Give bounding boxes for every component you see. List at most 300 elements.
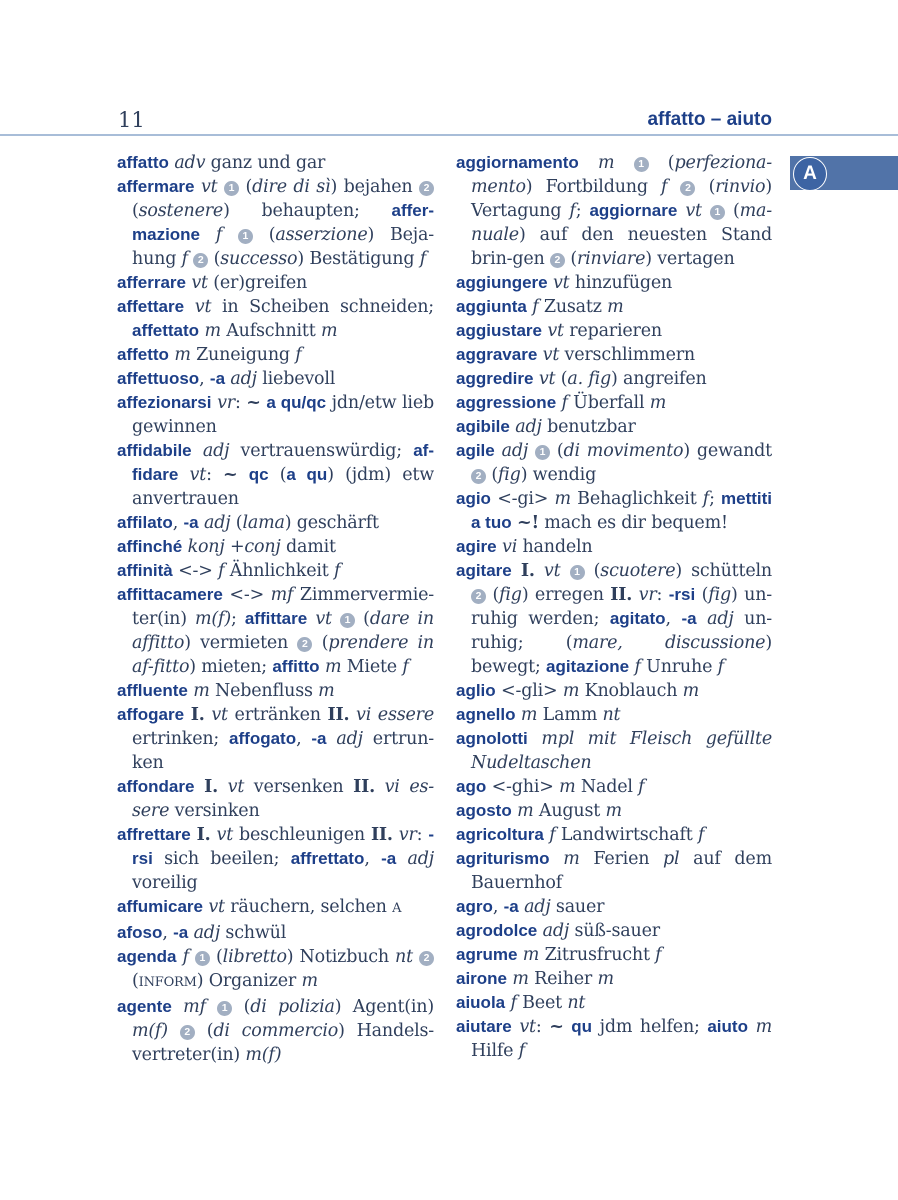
entry-text: Unruhe (640, 657, 718, 677)
headword: aggiornare (589, 201, 678, 220)
headword: aiuto (707, 1017, 748, 1036)
grammar-label: vt (189, 465, 207, 485)
headword: aggiustare (456, 321, 542, 340)
grammar-label: vt (201, 177, 218, 197)
headword: a qu/qc (266, 393, 327, 412)
bold-marker: I. (196, 825, 211, 845)
entry-text: ; (575, 201, 590, 221)
grammar-label: m (755, 1017, 772, 1037)
entry-text: ( (486, 585, 500, 605)
gloss-context: asserzione (275, 225, 368, 245)
sense-number-icon: 1 (570, 565, 585, 580)
gloss-context: dire di sì (252, 177, 331, 197)
entry-text: ) Bestätigung (297, 249, 420, 269)
grammar-label: adv (174, 153, 206, 173)
grammar-label: f (561, 393, 568, 413)
entry-text: ( (194, 1021, 214, 1041)
sense-number-icon: 1 (710, 205, 725, 220)
headword: aiuola (456, 993, 506, 1012)
grammar-label: f (218, 561, 225, 581)
grammar-label: m (649, 393, 667, 413)
entry-text: un-ruhig; ( (471, 609, 772, 653)
dictionary-entry (456, 967, 772, 991)
grammar-label: m (554, 489, 571, 509)
entry-text (560, 561, 569, 581)
grammar-label: f (697, 825, 705, 845)
entry-text: voreilig (132, 873, 198, 893)
entry-text: <-ghi> (486, 777, 560, 797)
headword: affetto (117, 345, 169, 364)
entry-text: ) gewandt (683, 441, 772, 461)
entry-text: Überfall (567, 393, 650, 413)
grammar-label: f (532, 297, 539, 317)
entry-text: ertrun-ken (132, 729, 434, 773)
grammar-label: f (549, 825, 556, 845)
entry-text (535, 561, 544, 581)
entry-text: ( (584, 561, 601, 581)
entry-text: ( (648, 153, 675, 173)
entry-text: ) vermieten (184, 633, 298, 653)
entry-text: , (172, 513, 184, 533)
dictionary-entry (117, 175, 434, 271)
grammar-label: adj (707, 609, 734, 629)
entry-text: ) Vertagung (471, 177, 772, 221)
entry-text: Nadel (575, 777, 639, 797)
grammar-label: f (510, 993, 517, 1013)
headword: mettiti a tuo (471, 489, 773, 532)
gloss-context: perfeziona-mento (471, 153, 772, 197)
entry-text: räuchern, selchen (224, 897, 393, 917)
headword: -a (173, 923, 189, 942)
entry-text: ( (355, 609, 370, 629)
grammar-label: vt (227, 777, 245, 797)
grammar-label: mf (270, 585, 294, 605)
bold-marker: II. (610, 585, 633, 605)
entry-text: ( (550, 441, 564, 461)
entry-text: , (162, 923, 174, 943)
entry-text: : (656, 585, 669, 605)
gloss-context: fig (708, 585, 731, 605)
entry-text: Zuneigung (190, 345, 296, 365)
headword: -rsi (132, 825, 434, 868)
dictionary-entry (117, 679, 434, 703)
dictionary-entry (456, 415, 772, 439)
dictionary-entry (456, 823, 772, 847)
entry-text: reparieren (563, 321, 662, 341)
sense-number-icon: 1 (340, 613, 355, 628)
gloss-context: a. fig (567, 369, 612, 389)
entry-text: ( (209, 947, 223, 967)
entry-text: ) erregen (521, 585, 611, 605)
entry-text: ( (132, 201, 139, 221)
entry-text (327, 729, 337, 749)
grammar-label: adj (515, 417, 542, 437)
sense-number-icon: 2 (419, 951, 434, 966)
entry-text: ; (230, 609, 245, 629)
entry-text: ( (230, 513, 243, 533)
entry-text: ertränken (227, 705, 328, 725)
headword: -a (503, 897, 519, 916)
bold-marker: ~! (516, 513, 539, 533)
sense-number-icon: 2 (550, 253, 565, 268)
sense-number-icon: 2 (471, 589, 486, 604)
entry-text (579, 153, 598, 173)
grammar-label: vt (315, 609, 332, 629)
gloss-context: rinviare (576, 249, 646, 269)
bold-marker: ~ (549, 1017, 564, 1037)
grammar-label: f (717, 657, 724, 677)
headword: agente (117, 997, 172, 1016)
entry-text: Landwirtschaft (555, 825, 698, 845)
sense-number-icon: 2 (297, 637, 312, 652)
sense-number-icon: 1 (195, 951, 210, 966)
entry-text: Zusatz (538, 297, 608, 317)
thumb-index-letter: A (793, 157, 827, 191)
grammar-label: m (204, 321, 221, 341)
headword: affittare (244, 609, 308, 628)
dictionary-entry (456, 559, 772, 679)
entry-text (574, 729, 588, 749)
headword: affrettare (117, 825, 191, 844)
entry-text: ( (695, 177, 716, 197)
headword: affrettato (290, 849, 365, 868)
grammar-label: adj (501, 441, 529, 461)
entry-text: ( (724, 201, 740, 221)
grammar-label: f (419, 249, 427, 269)
entry-text (697, 609, 708, 629)
grammar-label: adj (193, 923, 221, 943)
gloss-context: rinvio (715, 177, 766, 197)
headword: affilato (117, 513, 173, 532)
entry-text: , (364, 849, 382, 869)
entry-text (168, 1021, 180, 1041)
headword: airone (456, 969, 508, 988)
entry-text: , (492, 897, 504, 917)
grammar-label: vt (547, 321, 564, 341)
dictionary-entry (456, 895, 772, 919)
headword: aggressione (456, 393, 557, 412)
dictionary-entry (117, 295, 434, 343)
entry-text: ( (239, 177, 253, 197)
entry-text (495, 441, 502, 461)
grammar-label: adj (203, 513, 231, 533)
dictionary-entry (117, 895, 434, 921)
grammar-label: m (522, 945, 540, 965)
entry-text: ) Beja-hung (132, 225, 434, 269)
headword: affezionarsi (117, 393, 212, 412)
dictionary-entry (117, 343, 434, 367)
grammar-label: f (634, 657, 641, 677)
grammar-label: f (215, 225, 223, 245)
entry-text (748, 1017, 756, 1037)
headword: aglio (456, 681, 496, 700)
entry-text: Zitrusfrucht (539, 945, 656, 965)
gloss-context: prendere in af-fitto (132, 633, 434, 677)
dictionary-entry (456, 799, 772, 823)
page-number: 11 (118, 108, 145, 132)
grammar-label: vi (502, 537, 518, 557)
entry-text: ) Fortbildung (525, 177, 662, 197)
grammar-label: vt (543, 561, 561, 581)
headword: affumicare (117, 897, 203, 916)
dictionary-entry (456, 1015, 772, 1063)
entry-text: ( (268, 465, 287, 485)
grammar-label: m (597, 969, 614, 989)
grammar-label: m (563, 849, 580, 869)
headword: qc (248, 465, 269, 484)
headword: agitare (456, 561, 512, 580)
dictionary-entry (117, 945, 434, 995)
entry-text (206, 997, 217, 1017)
entry-text: ) Agent(in) (334, 997, 434, 1017)
bold-marker: I. (204, 777, 218, 797)
entry-text: ) auf den neuesten Stand brin-gen (471, 225, 772, 269)
entry-text: <-gli> (495, 681, 563, 701)
grammar-label: adj (407, 849, 434, 869)
grammar-label: m (320, 321, 338, 341)
bold-marker: I. (520, 561, 535, 581)
grammar-label: adj (230, 369, 257, 389)
entry-text: damit (280, 537, 336, 557)
grammar-label: f (661, 177, 668, 197)
entry-text: : (535, 1017, 550, 1037)
entry-text: , (665, 609, 682, 629)
headword: -a (209, 369, 226, 388)
entry-text (172, 997, 183, 1017)
headword: ago (456, 777, 487, 796)
grammar-label: nt (602, 705, 621, 725)
headword: affinità (117, 561, 173, 580)
grammar-label: m(f) (195, 609, 231, 629)
bold-marker: II. (353, 777, 375, 797)
dictionary-entry (456, 439, 772, 487)
grammar-label: f (702, 489, 710, 509)
entry-text: sauer (550, 897, 605, 917)
entry-text: ) vertagen (645, 249, 735, 269)
headword: agibile (456, 417, 510, 436)
entry-text (194, 777, 204, 797)
grammar-label: m (520, 705, 538, 725)
grammar-label: vt (685, 201, 702, 221)
dictionary-entry (117, 559, 434, 583)
entry-text: ) Handels-vertreter(in) (132, 1021, 434, 1065)
grammar-label: f (655, 945, 662, 965)
grammar-label: pl (663, 849, 680, 869)
dictionary-entry (456, 679, 772, 703)
grammar-label: adj (202, 441, 230, 461)
entry-text (184, 705, 191, 725)
gloss-context: di polizia (250, 997, 335, 1017)
dictionary-entry (117, 823, 434, 895)
entry-text: in Scheiben schneiden; (211, 297, 434, 317)
dictionary-entry (456, 319, 772, 343)
headword: agitazione (546, 657, 630, 676)
grammar-label: m (318, 681, 335, 701)
grammar-label: m (324, 657, 342, 677)
dictionary-entry (456, 703, 772, 727)
headword: agro (456, 897, 493, 916)
dictionary-entry (117, 367, 434, 391)
grammar-label: m (517, 801, 534, 821)
running-head: affatto – aiuto (647, 109, 772, 130)
gloss-context: successo (220, 249, 298, 269)
headword: -a (311, 729, 327, 748)
gloss-context: di commercio (213, 1021, 339, 1041)
grammar-label: vi essere (356, 705, 434, 725)
entry-text: auf dem Bauernhof (471, 849, 772, 893)
entry-text (614, 153, 633, 173)
grammar-label: m (512, 969, 529, 989)
headword: affondare (117, 777, 195, 796)
entry-text: ) angreifen (611, 369, 707, 389)
entry-text: : (234, 393, 247, 413)
entry-text: ) bejahen (330, 177, 419, 197)
headword: agnolotti (456, 729, 528, 748)
headword: aggredire (456, 369, 534, 388)
entry-text: Reiher (528, 969, 598, 989)
headword: -a (681, 609, 697, 628)
grammar-label: f (518, 1041, 525, 1061)
headword: affittacamere (117, 585, 223, 604)
entry-text: ganz und gar (205, 153, 326, 173)
grammar-label: vt (194, 297, 212, 317)
headword: aggiornamento (456, 153, 579, 172)
gloss-context: ma-nuale (471, 201, 772, 245)
entry-text (184, 297, 195, 317)
entry-text (237, 465, 248, 485)
entry-text: Ferien (579, 849, 664, 869)
entry-text (218, 777, 228, 797)
entry-text: Lamm (537, 705, 603, 725)
dictionary-entry (456, 775, 772, 799)
headword: agile (456, 441, 495, 460)
entry-text: Miete (341, 657, 403, 677)
headword: agricoltura (456, 825, 544, 844)
headword: affinché (117, 537, 183, 556)
gloss-context: lama (242, 513, 285, 533)
bold-marker: II. (327, 705, 350, 725)
entry-text (200, 225, 216, 245)
headword: affettato (132, 321, 200, 340)
headword: affatto (117, 153, 169, 172)
grammar-label: vt (542, 345, 560, 365)
entry-text: Ähnlichkeit (224, 561, 334, 581)
grammar-label: adj (524, 897, 551, 917)
headword: agitato (609, 609, 666, 628)
sense-number-icon: 1 (634, 157, 649, 172)
dictionary-entry (117, 271, 434, 295)
grammar-label: vr (638, 585, 657, 605)
entry-text: sich beeilen; (152, 849, 291, 869)
entry-text: <-gi> (490, 489, 555, 509)
gloss-context: scuotere (600, 561, 676, 581)
entry-text: ) geschärft (284, 513, 379, 533)
entry-text: August (533, 801, 606, 821)
headword: agrume (456, 945, 518, 964)
entry-text: versinken (169, 801, 260, 821)
bold-marker: ~ (246, 393, 261, 413)
grammar-label: m (559, 777, 576, 797)
dictionary-entry (456, 919, 772, 943)
headword: afoso (117, 923, 163, 942)
gloss-context: fig (498, 465, 521, 485)
headword: agire (456, 537, 497, 556)
gloss-context: mare, discussione (572, 633, 766, 653)
headword: agrodolce (456, 921, 538, 940)
dictionary-entry (456, 847, 772, 895)
grammar-label: vt (519, 1017, 536, 1037)
grammar-label: mpl (541, 729, 575, 749)
headword: agio (456, 489, 491, 508)
sense-number-icon: 1 (535, 445, 550, 460)
entry-text: : (206, 465, 223, 485)
headword: affluente (117, 681, 188, 700)
grammar-label: vr (398, 825, 417, 845)
entry-text: <-> (222, 585, 271, 605)
bold-marker: II. (370, 825, 393, 845)
entry-text: mach es dir bequem! (538, 513, 728, 533)
entry-text: Aufschnitt (220, 321, 321, 341)
dictionary-entry (117, 775, 434, 823)
dictionary-entry (456, 487, 772, 535)
dictionary-entry (117, 583, 434, 679)
grammar-label: f (181, 249, 188, 269)
entry-text: verschlimmern (559, 345, 695, 365)
entry-text (178, 465, 189, 485)
grammar-label: m (607, 297, 624, 317)
entry-text: Knoblauch (579, 681, 683, 701)
entry-text: , (296, 729, 312, 749)
entry-text: Zimmervermie-ter(in) (132, 585, 435, 629)
grammar-label: vt (191, 273, 208, 293)
entry-text: ; (709, 489, 722, 509)
entry-text: vertrauenswürdig; (229, 441, 414, 461)
entry-text: handeln (517, 537, 593, 557)
grammar-label: f (182, 947, 189, 967)
entry-text: jdm helfen; (592, 1017, 708, 1037)
header-rule (0, 134, 898, 136)
dictionary-entry (456, 991, 772, 1015)
entry-text: ( (132, 971, 139, 991)
grammar-label: mf (183, 997, 206, 1017)
grammar-label: f (638, 777, 645, 797)
entry-text: Hilfe (471, 1041, 519, 1061)
entry-text: ) schütteln (675, 561, 772, 581)
sense-number-icon: 2 (180, 1025, 195, 1040)
entry-text: , (199, 369, 210, 389)
dictionary-entry (456, 943, 772, 967)
grammar-label: m (682, 681, 700, 701)
headword: agosto (456, 801, 512, 820)
dictionary-entry (117, 995, 434, 1067)
grammar-label: f (402, 657, 409, 677)
grammar-label: m (193, 681, 210, 701)
entry-text: <-> (172, 561, 219, 581)
grammar-label: m (605, 801, 622, 821)
headword: affettare (117, 297, 185, 316)
dictionary-entry (117, 535, 434, 559)
entry-text: Beet (516, 993, 568, 1013)
entry-text: Behaglichkeit (570, 489, 703, 509)
left-column (117, 151, 434, 1067)
right-column (456, 151, 772, 1063)
entry-text: ( (208, 249, 221, 269)
dictionary-entry (456, 295, 772, 319)
headword: qu (571, 1017, 593, 1036)
entry-text (192, 441, 203, 461)
entry-text (332, 609, 340, 629)
entry-text: hinzufügen (569, 273, 673, 293)
